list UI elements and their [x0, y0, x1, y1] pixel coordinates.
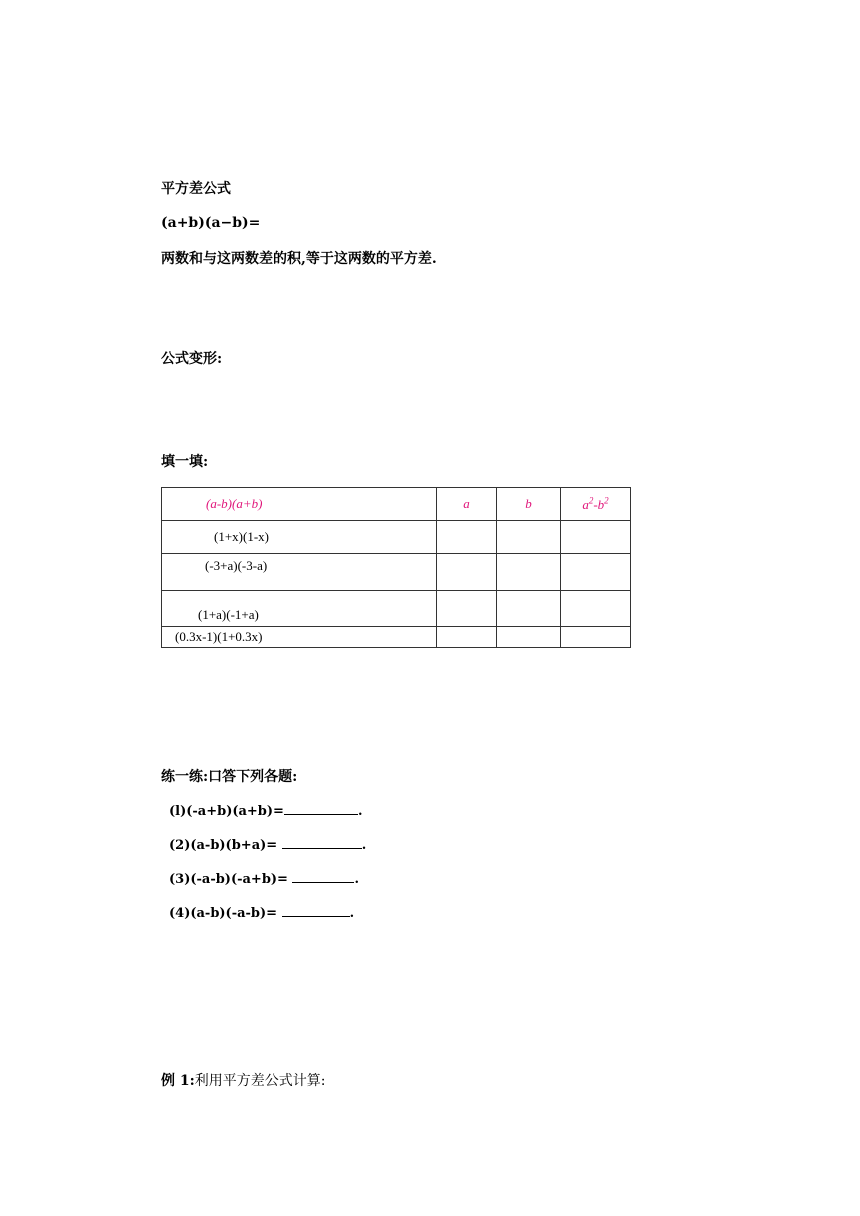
section-title-fill: 填一填:	[161, 454, 209, 470]
exercise-4	[169, 903, 354, 921]
example-1-text: 利用平方差公式计算:	[194, 1073, 326, 1089]
row-expression: (-3+a)(-3-a)	[162, 554, 437, 591]
example-1	[161, 1070, 326, 1090]
table-row	[162, 554, 631, 591]
exercise-2	[169, 835, 366, 853]
answer-blank-4[interactable]	[282, 903, 350, 917]
answer-cell-a[interactable]	[437, 591, 497, 627]
exercise-3-end: .	[354, 872, 360, 887]
exercise-3	[169, 869, 359, 887]
exercise-1-text: (l)(-a+b)(a+b)=	[169, 804, 284, 819]
header-expression: (a-b)(a+b)	[162, 488, 437, 521]
answer-cell-b[interactable]	[497, 627, 561, 648]
table-row	[162, 521, 631, 554]
section-title-transform: 公式变形:	[161, 351, 223, 367]
exercise-2-text: (2)(a-b)(b+a)=	[169, 838, 282, 853]
header-a2-b2: $a^2-b^2$	[561, 488, 631, 521]
table-row	[162, 591, 631, 627]
answer-blank-1[interactable]	[284, 801, 358, 815]
exercise-2-end: .	[361, 838, 367, 853]
row-expression: (1+x)(1-x)	[162, 521, 437, 554]
table-row	[162, 627, 631, 648]
answer-blank-2[interactable]	[282, 835, 362, 849]
answer-cell-b[interactable]	[497, 521, 561, 554]
formula-description: 两数和与这两数差的积,等于这两数的平方差.	[161, 251, 437, 267]
fill-table	[161, 487, 631, 648]
row-expression: (1+a)(-1+a)	[162, 591, 437, 627]
answer-cell-a2-b2[interactable]	[561, 627, 631, 648]
section-title-formula: 平方差公式	[161, 181, 231, 197]
answer-cell-a[interactable]	[437, 521, 497, 554]
section-title-practice: 练一练:口答下列各题:	[161, 769, 298, 785]
exercise-1	[169, 801, 362, 819]
table-header-row	[162, 488, 631, 521]
answer-cell-a[interactable]	[437, 554, 497, 591]
formula-expression: (a+b)(a−b)=	[161, 215, 261, 231]
exercise-4-end: .	[349, 906, 355, 921]
answer-cell-a2-b2[interactable]	[561, 521, 631, 554]
exercise-1-end: .	[357, 804, 363, 819]
exercise-3-text: (3)(-a-b)(-a+b)=	[169, 872, 293, 887]
header-b: b	[497, 488, 561, 521]
answer-blank-3[interactable]	[292, 869, 354, 883]
answer-cell-a2-b2[interactable]	[561, 554, 631, 591]
answer-cell-a[interactable]	[437, 627, 497, 648]
header-a: a	[437, 488, 497, 521]
example-1-label: 例 1:	[161, 1073, 195, 1089]
exercise-4-text: (4)(a-b)(-a-b)=	[169, 906, 282, 921]
answer-cell-a2-b2[interactable]	[561, 591, 631, 627]
answer-cell-b[interactable]	[497, 591, 561, 627]
row-expression: (0.3x-1)(1+0.3x)	[162, 627, 437, 648]
answer-cell-b[interactable]	[497, 554, 561, 591]
